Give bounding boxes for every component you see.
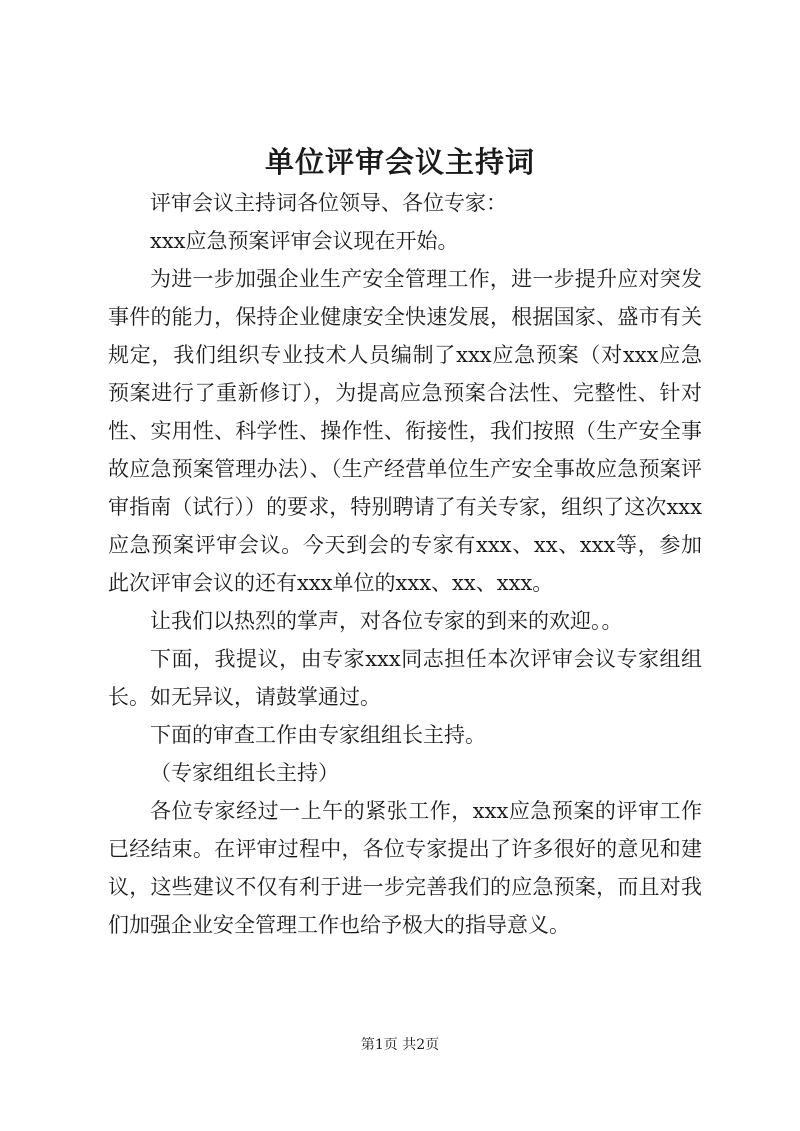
paragraph-greeting: 评审会议主持词各位领导、各位专家： xyxy=(150,191,507,215)
paragraph-proposal: 下面，我提议，由专家xxx同志担任本次评审会议专家组组长。如无异议，请鼓掌通过。 xyxy=(108,647,702,709)
paragraph-conclusion: 各位专家经过一上午的紧张工作，xxx应急预案的评审工作已经结束。在评审过程中，各位专家提出了许多很好的意见和建议，这些建议不仅有利于进一步完善我们的应急预案，而且对我们加强企业安全管理工作也给予极大的指导意义。 xyxy=(108,799,702,937)
paragraph-background: 为进一步加强企业生产安全管理工作，进一步提升应对突发事件的能力，保持企业健康安全快速发展，根据国家、盛市有关规定，我们组织专业技术人员编制了xxx应急预案（对xxx应急预案进行了重新修订），为提高应急预案合法性、完整性、针对性、实用性、科学性、操作性、衔接性，我们按照（生产安全事故应急预案管理办法）、（生产经营单位生产安全事故应急预案评审指南（试行））的要求，特别聘请了有关专家，组织了这次xxx应急预案评审会议。今天到会的专家有xxx、xx、xxx等，参加此次评审会议的还有xxx单位的xxx、xx、xxx。 xyxy=(108,267,702,595)
paragraph-chair-note: （专家组组长主持） xyxy=(150,761,339,785)
document-title: 单位评审会议主持词 xyxy=(264,145,535,179)
paragraph-review-host: 下面的审查工作由专家组组长主持。 xyxy=(150,723,486,747)
paragraph-opening: xxx应急预案评审会议现在开始。 xyxy=(150,229,459,253)
paragraph-welcome: 让我们以热烈的掌声，对各位专家的到来的欢迎。。 xyxy=(150,609,623,633)
document-body xyxy=(108,184,702,944)
page-footer: 第1页 共2页 xyxy=(360,1037,440,1053)
